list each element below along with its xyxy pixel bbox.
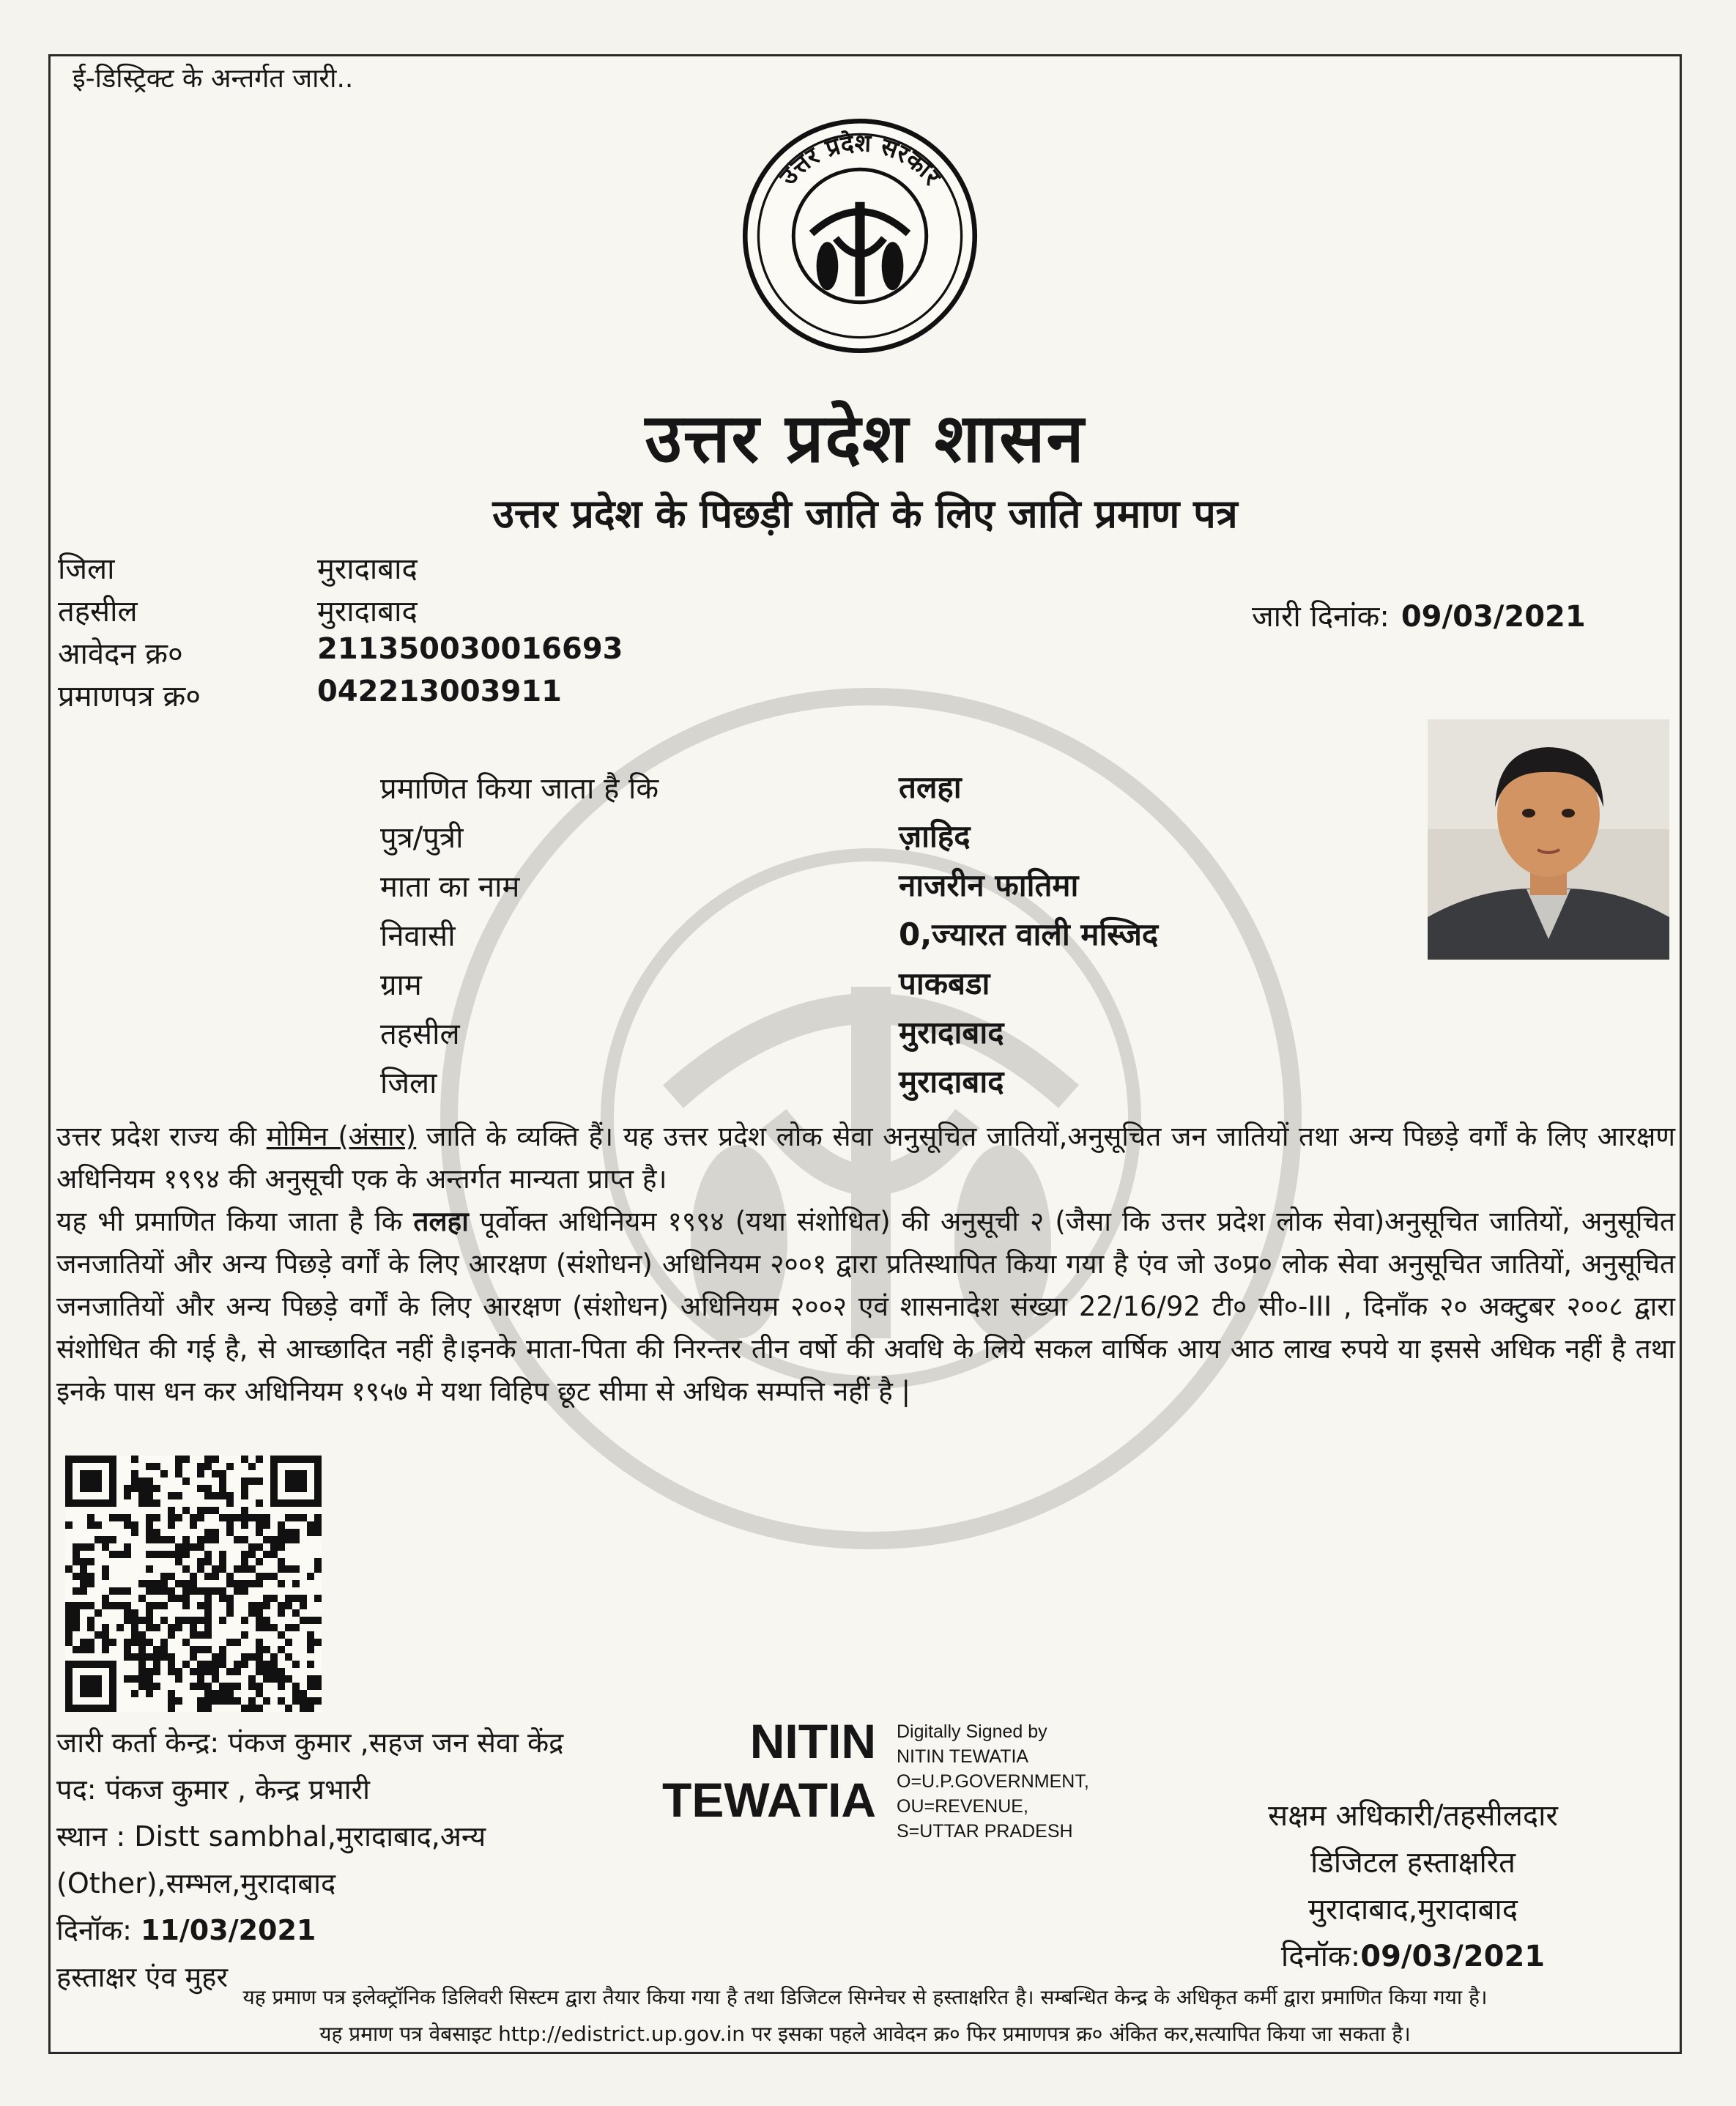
detail-value-village: पाकबडा (899, 965, 990, 1001)
detail-value-mother: नाजरीन फातिमा (899, 867, 1079, 903)
footer-line2: यह प्रमाण पत्र वेबसाइट http://edistrict.up.gov.in पर इसका पहले आवेदन क्र० फिर प्रमाणपत्र क्र० अंकित कर,सत्यापित किया जा सकता है। (319, 2022, 1411, 2046)
sig-name-line1: NITIN (749, 1714, 877, 1768)
detail-label-district: जिला (380, 1067, 437, 1100)
detail-label-child-of: पुत्र/पुत्री (380, 821, 464, 855)
meta-value-tehsil: मुरादाबाद (317, 595, 418, 629)
detail-label-tehsil: तहसील (380, 1017, 460, 1051)
para1-post: जाति के व्यक्ति हैं। यह उत्तर प्रदेश लोक सेवा अनुसूचित जातियों,अनुसूचित जन जातियों तथा अन्य पिछड़े वर्गों के लिए आरक्षण अधिनियम १९९४ की अनुसूची एक के अन्तर्गत मान्यता प्राप्त है। (56, 1121, 1675, 1195)
meta-label-district: जिला (58, 552, 115, 586)
sig-detail-0: Digitally Signed by (897, 1721, 1047, 1742)
authority-line3: मुरादाबाद,मुरादाबाद (1307, 1893, 1518, 1927)
up-government-emblem-icon (739, 115, 981, 357)
meta-value-district: मुरादाबाद (317, 552, 418, 586)
footer-line1: यह प्रमाण पत्र इलेक्ट्रॉनिक डिलिवरी सिस्टम द्वारा तैयार किया गया है तथा डिजिटल सिग्नेचर से हस्ताक्षरित है। सम्बन्धित केन्द्र के अधिकृत कर्मी द्वारा प्रमाणित किया गया है। (242, 1985, 1488, 2009)
para2-post: पूर्वोक्त अधिनियम १९९४ (यथा संशोधित) की अनुसूची २ (जैसा कि उत्तर प्रदेश लोक सेवा)अनुसूचित जातियों, अनुसूचित जनजातियों और अन्य पिछड़े वर्गों के लिए आरक्षण (संशोधन) अधिनियम २००१ द्वारा प्रतिस्थापित किया गया है एंव जो उ०प्र० लोक सेवा अनुसूचित जातियों, अनुसूचित जनजातियों और अन्य पिछड़े वर्गों के लिए आरक्षण (संशोधन) अधिनियम २००२ एवं शासनादेश संख्या 22/16/92 टी० सी०-III , दिनाँक २० अक्टुबर २००८ द्वारा संशोधित की गई है, से आच्छादित नहीं है।इनके माता-पिता की निरन्तर तीन वर्षो की अवधि के लिये सकल वार्षिक आय आठ लाख रुपये या इससे अधिक नहीं है तथा इनके पास धन कर अधिनियम १९५७ मे यथा विहिप छूट सीमा से अधिक सम्पत्ति नहीं है | (56, 1206, 1675, 1407)
issue-date-value: 09/03/2021 (1401, 600, 1586, 634)
detail-value-resident: 0,ज्यारत वाली मस्जिद (899, 916, 1159, 952)
meta-label-application-no: आवेदन क्र० (58, 637, 183, 671)
issuer-post: पद: पंकज कुमार , केन्द्र प्रभारी (56, 1773, 370, 1806)
issuer-date (56, 1907, 563, 1954)
sig-name-line2: TEWATIA (662, 1773, 877, 1827)
issuer-center: जारी कर्ता केन्द्र: पंकज कुमार ,सहज जन सेवा केंद्र (56, 1727, 564, 1759)
issue-date (1252, 595, 1586, 635)
sig-detail-1: NITIN TEWATIA (897, 1746, 1029, 1767)
detail-value-father: ज़ाहिद (899, 818, 971, 854)
sig-detail-2: O=U.P.GOVERNMENT, (897, 1771, 1089, 1792)
certificate-subtitle: उत्तर प्रदेश के पिछड़ी जाति के लिए जाति प्रमाण पत्र (492, 491, 1238, 537)
issuer-block (56, 1719, 563, 2001)
detail-label-village: ग्राम (380, 968, 422, 1002)
meta-value-application-no: 211350030016693 (317, 632, 623, 666)
para2-name: तलहा (413, 1206, 469, 1237)
detail-value-tehsil: मुरादाबाद (899, 1015, 1004, 1050)
certificate-body (56, 1116, 1675, 1413)
detail-value-district: मुरादाबाद (899, 1064, 1004, 1100)
detail-label-resident: निवासी (380, 919, 456, 953)
authority-date-label: दिनॉक: (1280, 1940, 1361, 1973)
issuer-date-label: दिनॉक: (56, 1914, 132, 1946)
detail-label-mother: माता का नाम (380, 870, 520, 904)
meta-label-tehsil: तहसील (58, 595, 138, 629)
issue-date-label: जारी दिनांक: (1252, 600, 1390, 634)
authority-block (1193, 1792, 1633, 1980)
para1-pre: उत्तर प्रदेश राज्य की (56, 1121, 267, 1152)
digital-signature-details (897, 1719, 1089, 1844)
authority-date-value: 09/03/2021 (1360, 1940, 1546, 1973)
issuer-place-2: (Other),सम्भल,मुरादाबाद (56, 1867, 336, 1899)
sig-detail-3: OU=REVENUE, (897, 1796, 1028, 1817)
meta-value-certificate-no: 042213003911 (317, 675, 562, 708)
qr-code (65, 1456, 322, 1712)
digital-signature-name (662, 1712, 876, 1829)
detail-label-certified: प्रमाणित किया जाता है कि (380, 772, 659, 806)
sig-detail-4: S=UTTAR PRADESH (897, 1821, 1073, 1842)
certificate-title: उत्तर प्रदेश शासन (645, 399, 1086, 478)
certificate-page (48, 54, 1682, 2054)
issuer-place-1: स्थान : Distt sambhal,मुरादाबाद,अन्य (56, 1820, 486, 1853)
issuer-date-value: 11/03/2021 (141, 1914, 316, 1946)
paragraph-creamy-layer (56, 1201, 1675, 1413)
detail-value-name: तलहा (899, 769, 962, 805)
authority-date (1193, 1933, 1633, 1980)
authority-line2: डिजिटल हस्ताक्षरित (1310, 1846, 1516, 1880)
issuer-sign: हस्ताक्षर एंव मुहर (56, 1961, 228, 1993)
paragraph-caste (56, 1116, 1675, 1201)
caste-name: मोमिन (अंसार) (266, 1121, 417, 1152)
emblem-text: उत्तर प्रदेश सरकार (773, 128, 947, 190)
authority-line1: सक्षम अधिकारी/तहसीलदार (1268, 1799, 1558, 1833)
applicant-photo (1428, 719, 1669, 960)
meta-label-certificate-no: प्रमाणपत्र क्र० (58, 680, 201, 713)
top-note: ई-डिस्ट्रिक्ट के अन्तर्गत जारी.. (73, 64, 354, 94)
para2-pre: यह भी प्रमाणित किया जाता है कि (56, 1206, 414, 1237)
